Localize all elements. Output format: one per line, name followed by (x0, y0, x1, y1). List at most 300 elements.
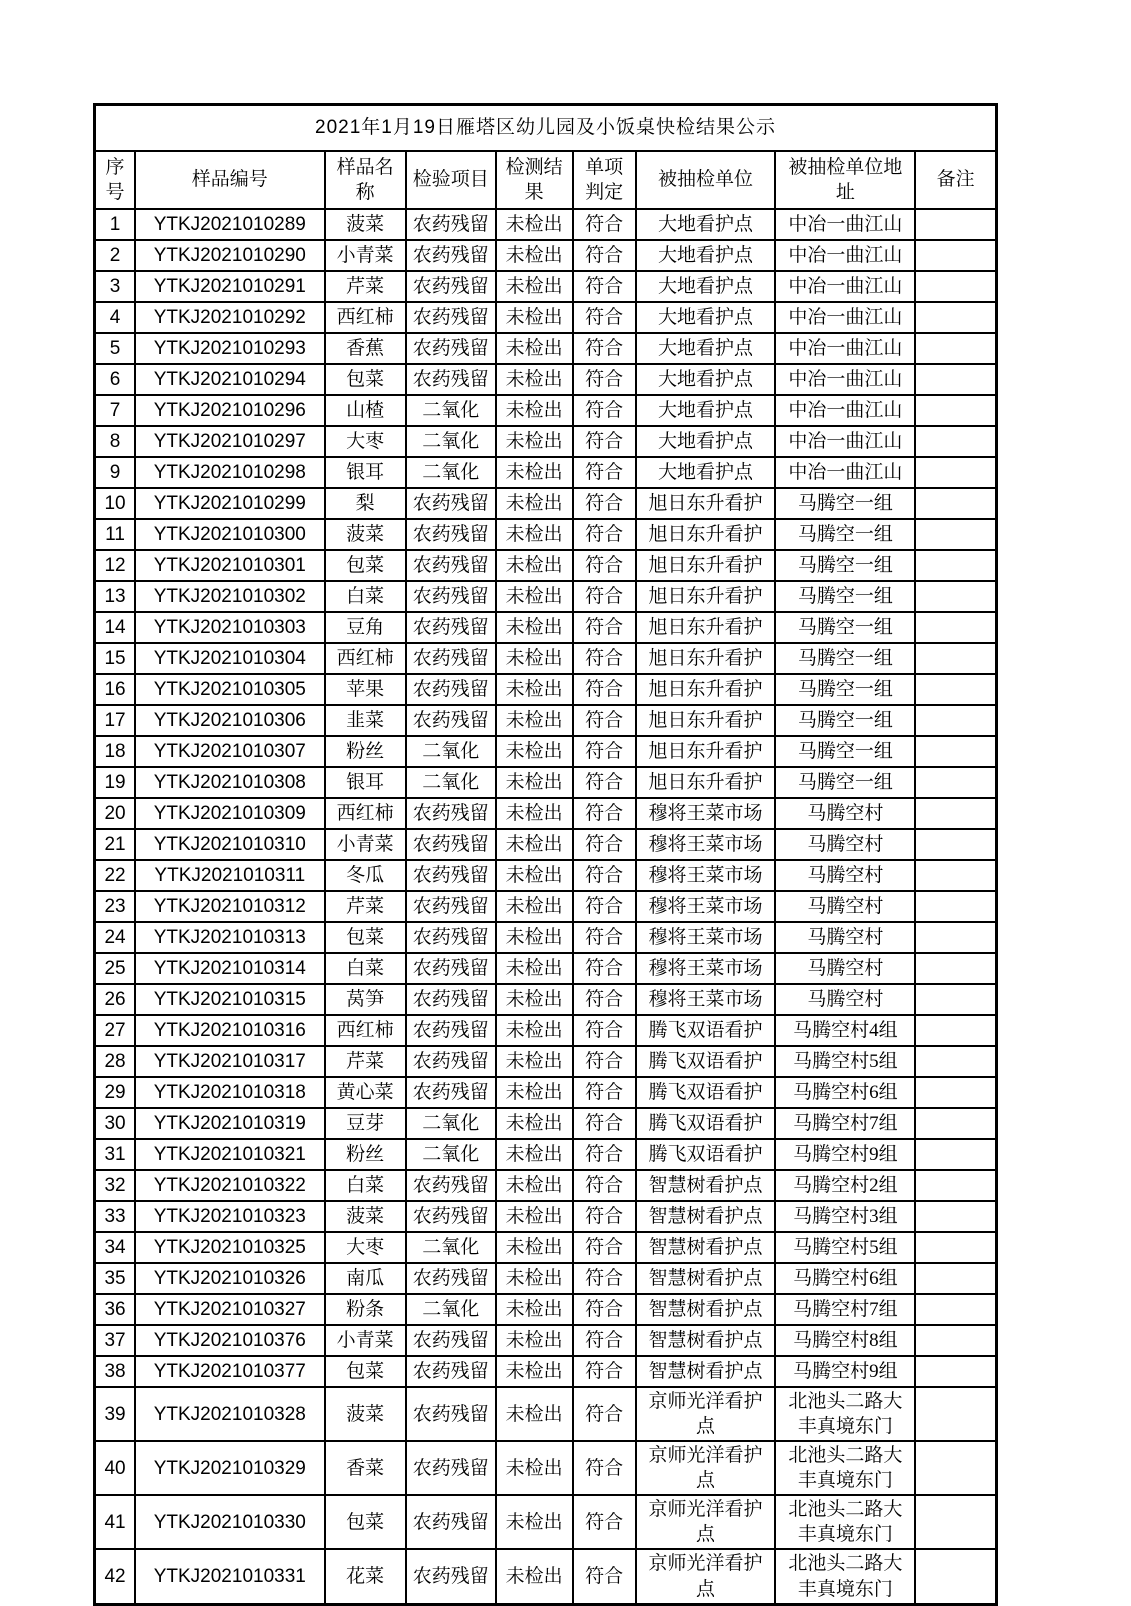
cell: 符合 (573, 1077, 636, 1108)
cell: YTKJ2021010313 (135, 922, 324, 953)
column-header-2: 样品名称 (325, 151, 406, 209)
cell: 未检出 (496, 1015, 573, 1046)
cell: 符合 (573, 891, 636, 922)
cell: YTKJ2021010311 (135, 860, 324, 891)
cell: 24 (95, 922, 136, 953)
cell: 42 (95, 1549, 136, 1604)
cell: 中冶一曲江山 (775, 209, 915, 240)
cell: 农药残留 (406, 1549, 496, 1604)
cell: 白菜 (325, 1170, 406, 1201)
cell: 智慧树看护点 (636, 1325, 776, 1356)
column-header-0: 序号 (95, 151, 136, 209)
cell: 二氧化 (406, 1139, 496, 1170)
cell: 二氧化 (406, 395, 496, 426)
cell: 北池头二路大丰真境东门 (775, 1495, 915, 1549)
cell (915, 581, 996, 612)
cell (915, 829, 996, 860)
cell: 农药残留 (406, 953, 496, 984)
cell: YTKJ2021010312 (135, 891, 324, 922)
cell: 19 (95, 767, 136, 798)
cell: 马腾空村 (775, 829, 915, 860)
cell: 农药残留 (406, 1495, 496, 1549)
cell: 符合 (573, 1294, 636, 1325)
cell: 大地看护点 (636, 395, 776, 426)
cell (915, 798, 996, 829)
cell: 21 (95, 829, 136, 860)
cell: 32 (95, 1170, 136, 1201)
cell: YTKJ2021010323 (135, 1201, 324, 1232)
cell: 粉条 (325, 1294, 406, 1325)
cell: 28 (95, 1046, 136, 1077)
cell: 二氧化 (406, 1232, 496, 1263)
table-row (95, 271, 997, 302)
cell: 符合 (573, 736, 636, 767)
cell: 符合 (573, 984, 636, 1015)
table-row (95, 705, 997, 736)
spreadsheet-sheet (93, 103, 998, 1606)
cell: 腾飞双语看护 (636, 1046, 776, 1077)
cell: 18 (95, 736, 136, 767)
cell: YTKJ2021010317 (135, 1046, 324, 1077)
cell: YTKJ2021010298 (135, 457, 324, 488)
cell: YTKJ2021010330 (135, 1495, 324, 1549)
title-row (95, 105, 997, 152)
cell: 大地看护点 (636, 240, 776, 271)
cell: 马腾空村7组 (775, 1294, 915, 1325)
cell: 农药残留 (406, 829, 496, 860)
cell: 旭日东升看护 (636, 612, 776, 643)
cell: 穆将王菜市场 (636, 953, 776, 984)
column-header-4: 检测结果 (496, 151, 573, 209)
cell: 未检出 (496, 1139, 573, 1170)
table-row (95, 364, 997, 395)
cell: 西红柿 (325, 798, 406, 829)
cell: 农药残留 (406, 1325, 496, 1356)
cell: 大地看护点 (636, 426, 776, 457)
cell: 包菜 (325, 1356, 406, 1387)
cell: 北池头二路大丰真境东门 (775, 1441, 915, 1495)
cell: 符合 (573, 1263, 636, 1294)
cell (915, 1495, 996, 1549)
cell: 南瓜 (325, 1263, 406, 1294)
cell: 旭日东升看护 (636, 550, 776, 581)
column-header-1: 样品编号 (135, 151, 324, 209)
cell: 22 (95, 860, 136, 891)
cell: 符合 (573, 1325, 636, 1356)
cell (915, 1387, 996, 1441)
cell: 菠菜 (325, 1387, 406, 1441)
cell: 符合 (573, 1139, 636, 1170)
cell (915, 209, 996, 240)
cell: 大枣 (325, 1232, 406, 1263)
cell: 2 (95, 240, 136, 271)
cell: 马腾空村7组 (775, 1108, 915, 1139)
cell: YTKJ2021010297 (135, 426, 324, 457)
table-row (95, 798, 997, 829)
cell: 符合 (573, 426, 636, 457)
cell: 粉丝 (325, 736, 406, 767)
cell: 大地看护点 (636, 457, 776, 488)
cell: 穆将王菜市场 (636, 860, 776, 891)
cell (915, 426, 996, 457)
cell: 腾飞双语看护 (636, 1108, 776, 1139)
cell: 1 (95, 209, 136, 240)
cell: 京师光洋看护点 (636, 1495, 776, 1549)
cell: 穆将王菜市场 (636, 798, 776, 829)
cell: 农药残留 (406, 240, 496, 271)
cell (915, 1046, 996, 1077)
cell: 未检出 (496, 1356, 573, 1387)
cell (915, 860, 996, 891)
cell: 符合 (573, 302, 636, 333)
cell: YTKJ2021010303 (135, 612, 324, 643)
table-row (95, 674, 997, 705)
cell (915, 1077, 996, 1108)
cell: 13 (95, 581, 136, 612)
cell: 智慧树看护点 (636, 1263, 776, 1294)
cell: 未检出 (496, 984, 573, 1015)
cell: 未检出 (496, 1046, 573, 1077)
cell: 小青菜 (325, 829, 406, 860)
cell: 穆将王菜市场 (636, 829, 776, 860)
cell: 未检出 (496, 1201, 573, 1232)
table-row (95, 1441, 997, 1495)
cell: 8 (95, 426, 136, 457)
cell: 符合 (573, 364, 636, 395)
cell (915, 612, 996, 643)
cell: 马腾空村 (775, 984, 915, 1015)
cell: 马腾空村6组 (775, 1077, 915, 1108)
cell: 大地看护点 (636, 302, 776, 333)
cell (915, 271, 996, 302)
cell: 未检出 (496, 457, 573, 488)
cell (915, 333, 996, 364)
cell: 符合 (573, 1232, 636, 1263)
cell: 农药残留 (406, 674, 496, 705)
cell: 旭日东升看护 (636, 767, 776, 798)
cell: YTKJ2021010318 (135, 1077, 324, 1108)
cell: YTKJ2021010289 (135, 209, 324, 240)
cell: YTKJ2021010328 (135, 1387, 324, 1441)
cell: 36 (95, 1294, 136, 1325)
cell: 旭日东升看护 (636, 674, 776, 705)
cell: 6 (95, 364, 136, 395)
cell: 银耳 (325, 767, 406, 798)
table-row (95, 1201, 997, 1232)
page-title: 2021年1月19日雁塔区幼儿园及小饭桌快检结果公示 (95, 105, 997, 152)
cell (915, 767, 996, 798)
cell: 西红柿 (325, 643, 406, 674)
cell: YTKJ2021010329 (135, 1441, 324, 1495)
cell: YTKJ2021010296 (135, 395, 324, 426)
cell: 马腾空一组 (775, 519, 915, 550)
cell: 腾飞双语看护 (636, 1077, 776, 1108)
cell: YTKJ2021010306 (135, 705, 324, 736)
cell: 农药残留 (406, 1356, 496, 1387)
table-row (95, 1046, 997, 1077)
table-row (95, 1356, 997, 1387)
cell: 马腾空一组 (775, 488, 915, 519)
cell: 马腾空村9组 (775, 1356, 915, 1387)
cell: 4 (95, 302, 136, 333)
table-row (95, 519, 997, 550)
cell: 旭日东升看护 (636, 736, 776, 767)
cell (915, 736, 996, 767)
cell: 中冶一曲江山 (775, 364, 915, 395)
cell (915, 1356, 996, 1387)
cell: 20 (95, 798, 136, 829)
cell (915, 364, 996, 395)
cell: 大枣 (325, 426, 406, 457)
cell: 未检出 (496, 364, 573, 395)
cell: 芹菜 (325, 271, 406, 302)
cell: 农药残留 (406, 209, 496, 240)
cell: 莴笋 (325, 984, 406, 1015)
cell: 马腾空一组 (775, 674, 915, 705)
cell: 农药残留 (406, 643, 496, 674)
column-header-8: 备注 (915, 151, 996, 209)
cell: 30 (95, 1108, 136, 1139)
cell (915, 705, 996, 736)
cell: 马腾空一组 (775, 550, 915, 581)
cell: 芹菜 (325, 891, 406, 922)
cell: 山楂 (325, 395, 406, 426)
cell: 未检出 (496, 550, 573, 581)
table-row (95, 860, 997, 891)
cell: YTKJ2021010299 (135, 488, 324, 519)
cell: 中冶一曲江山 (775, 333, 915, 364)
cell: 穆将王菜市场 (636, 984, 776, 1015)
cell: 京师光洋看护点 (636, 1387, 776, 1441)
cell: YTKJ2021010291 (135, 271, 324, 302)
cell: YTKJ2021010304 (135, 643, 324, 674)
cell: 旭日东升看护 (636, 705, 776, 736)
cell: 粉丝 (325, 1139, 406, 1170)
table-row (95, 891, 997, 922)
cell: 中冶一曲江山 (775, 395, 915, 426)
cell: 农药残留 (406, 860, 496, 891)
cell: 农药残留 (406, 581, 496, 612)
cell: 马腾空村2组 (775, 1170, 915, 1201)
cell: 农药残留 (406, 891, 496, 922)
cell: 未检出 (496, 333, 573, 364)
cell: YTKJ2021010327 (135, 1294, 324, 1325)
cell: 农药残留 (406, 1201, 496, 1232)
cell: 香菜 (325, 1441, 406, 1495)
cell (915, 488, 996, 519)
column-header-6: 被抽检单位 (636, 151, 776, 209)
cell: 包菜 (325, 1495, 406, 1549)
cell: 未检出 (496, 1263, 573, 1294)
cell: 芹菜 (325, 1046, 406, 1077)
cell: 未检出 (496, 1549, 573, 1604)
cell: 穆将王菜市场 (636, 891, 776, 922)
cell: 农药残留 (406, 1441, 496, 1495)
table-row (95, 1294, 997, 1325)
table-row (95, 209, 997, 240)
cell: 旭日东升看护 (636, 519, 776, 550)
cell: YTKJ2021010321 (135, 1139, 324, 1170)
cell: 中冶一曲江山 (775, 426, 915, 457)
cell: 大地看护点 (636, 209, 776, 240)
cell: 15 (95, 643, 136, 674)
cell: 旭日东升看护 (636, 488, 776, 519)
cell: 38 (95, 1356, 136, 1387)
cell: 北池头二路大丰真境东门 (775, 1387, 915, 1441)
cell: 马腾空一组 (775, 581, 915, 612)
cell: 京师光洋看护点 (636, 1549, 776, 1604)
cell: 29 (95, 1077, 136, 1108)
cell: 小青菜 (325, 1325, 406, 1356)
cell: 菠菜 (325, 209, 406, 240)
cell: YTKJ2021010305 (135, 674, 324, 705)
cell: 马腾空村 (775, 860, 915, 891)
cell (915, 1441, 996, 1495)
cell: 菠菜 (325, 1201, 406, 1232)
cell (915, 953, 996, 984)
cell: 中冶一曲江山 (775, 240, 915, 271)
table-row (95, 829, 997, 860)
cell: 马腾空村4组 (775, 1015, 915, 1046)
cell: 农药残留 (406, 271, 496, 302)
cell: 14 (95, 612, 136, 643)
cell: 10 (95, 488, 136, 519)
table-row (95, 1170, 997, 1201)
cell: 未检出 (496, 426, 573, 457)
cell: 符合 (573, 1441, 636, 1495)
cell: 智慧树看护点 (636, 1201, 776, 1232)
cell: YTKJ2021010315 (135, 984, 324, 1015)
cell: 农药残留 (406, 984, 496, 1015)
cell: 中冶一曲江山 (775, 271, 915, 302)
cell: 未检出 (496, 829, 573, 860)
cell: 未检出 (496, 271, 573, 302)
cell (915, 984, 996, 1015)
cell: 符合 (573, 643, 636, 674)
cell: 西红柿 (325, 302, 406, 333)
cell: 符合 (573, 1495, 636, 1549)
cell: 26 (95, 984, 136, 1015)
cell: 符合 (573, 860, 636, 891)
cell (915, 1549, 996, 1604)
table-row (95, 1077, 997, 1108)
column-header-3: 检验项目 (406, 151, 496, 209)
cell: 梨 (325, 488, 406, 519)
column-header-row (95, 151, 997, 209)
column-header-5: 单项判定 (573, 151, 636, 209)
cell: 农药残留 (406, 1077, 496, 1108)
cell: 未检出 (496, 395, 573, 426)
cell: 符合 (573, 333, 636, 364)
cell (915, 240, 996, 271)
cell (915, 674, 996, 705)
cell: 智慧树看护点 (636, 1294, 776, 1325)
cell: YTKJ2021010310 (135, 829, 324, 860)
cell: YTKJ2021010292 (135, 302, 324, 333)
cell: 二氧化 (406, 1294, 496, 1325)
cell: 农药残留 (406, 550, 496, 581)
cell: 未检出 (496, 488, 573, 519)
cell: 农药残留 (406, 333, 496, 364)
cell: 韭菜 (325, 705, 406, 736)
cell: 旭日东升看护 (636, 643, 776, 674)
cell: 符合 (573, 581, 636, 612)
cell: 符合 (573, 705, 636, 736)
cell: 符合 (573, 767, 636, 798)
cell (915, 550, 996, 581)
cell (915, 1232, 996, 1263)
cell: 35 (95, 1263, 136, 1294)
cell: 27 (95, 1015, 136, 1046)
cell: YTKJ2021010307 (135, 736, 324, 767)
cell: YTKJ2021010293 (135, 333, 324, 364)
cell: 二氧化 (406, 457, 496, 488)
cell: 未检出 (496, 240, 573, 271)
cell: 马腾空村3组 (775, 1201, 915, 1232)
cell: 中冶一曲江山 (775, 302, 915, 333)
cell: 农药残留 (406, 519, 496, 550)
cell: 马腾空一组 (775, 643, 915, 674)
cell: 包菜 (325, 364, 406, 395)
cell: 大地看护点 (636, 271, 776, 302)
cell: 马腾空村 (775, 922, 915, 953)
cell: 黄心菜 (325, 1077, 406, 1108)
cell: 二氧化 (406, 767, 496, 798)
table-row (95, 550, 997, 581)
table-row (95, 612, 997, 643)
cell: 符合 (573, 209, 636, 240)
cell: 马腾空一组 (775, 736, 915, 767)
cell (915, 1170, 996, 1201)
cell: 未检出 (496, 1294, 573, 1325)
cell: 马腾空一组 (775, 767, 915, 798)
cell: 中冶一曲江山 (775, 457, 915, 488)
cell: 37 (95, 1325, 136, 1356)
cell: 苹果 (325, 674, 406, 705)
cell: 大地看护点 (636, 364, 776, 395)
cell (915, 1108, 996, 1139)
cell: 未检出 (496, 1170, 573, 1201)
cell: 未检出 (496, 1387, 573, 1441)
cell: 包菜 (325, 550, 406, 581)
cell: 未检出 (496, 1077, 573, 1108)
cell: 豆角 (325, 612, 406, 643)
cell: 12 (95, 550, 136, 581)
cell: 符合 (573, 395, 636, 426)
table-row (95, 767, 997, 798)
cell (915, 302, 996, 333)
cell: YTKJ2021010314 (135, 953, 324, 984)
table-row (95, 333, 997, 364)
cell (915, 1263, 996, 1294)
cell: 未检出 (496, 209, 573, 240)
column-header-7: 被抽检单位地址 (775, 151, 915, 209)
table-body (95, 209, 997, 1604)
cell: YTKJ2021010322 (135, 1170, 324, 1201)
cell: YTKJ2021010376 (135, 1325, 324, 1356)
cell: YTKJ2021010326 (135, 1263, 324, 1294)
cell: 未检出 (496, 891, 573, 922)
cell: 31 (95, 1139, 136, 1170)
cell: 未检出 (496, 643, 573, 674)
cell: YTKJ2021010319 (135, 1108, 324, 1139)
cell: 农药残留 (406, 612, 496, 643)
cell: 未检出 (496, 736, 573, 767)
cell: 符合 (573, 1170, 636, 1201)
cell: 马腾空村9组 (775, 1139, 915, 1170)
cell: 符合 (573, 271, 636, 302)
cell: YTKJ2021010325 (135, 1232, 324, 1263)
